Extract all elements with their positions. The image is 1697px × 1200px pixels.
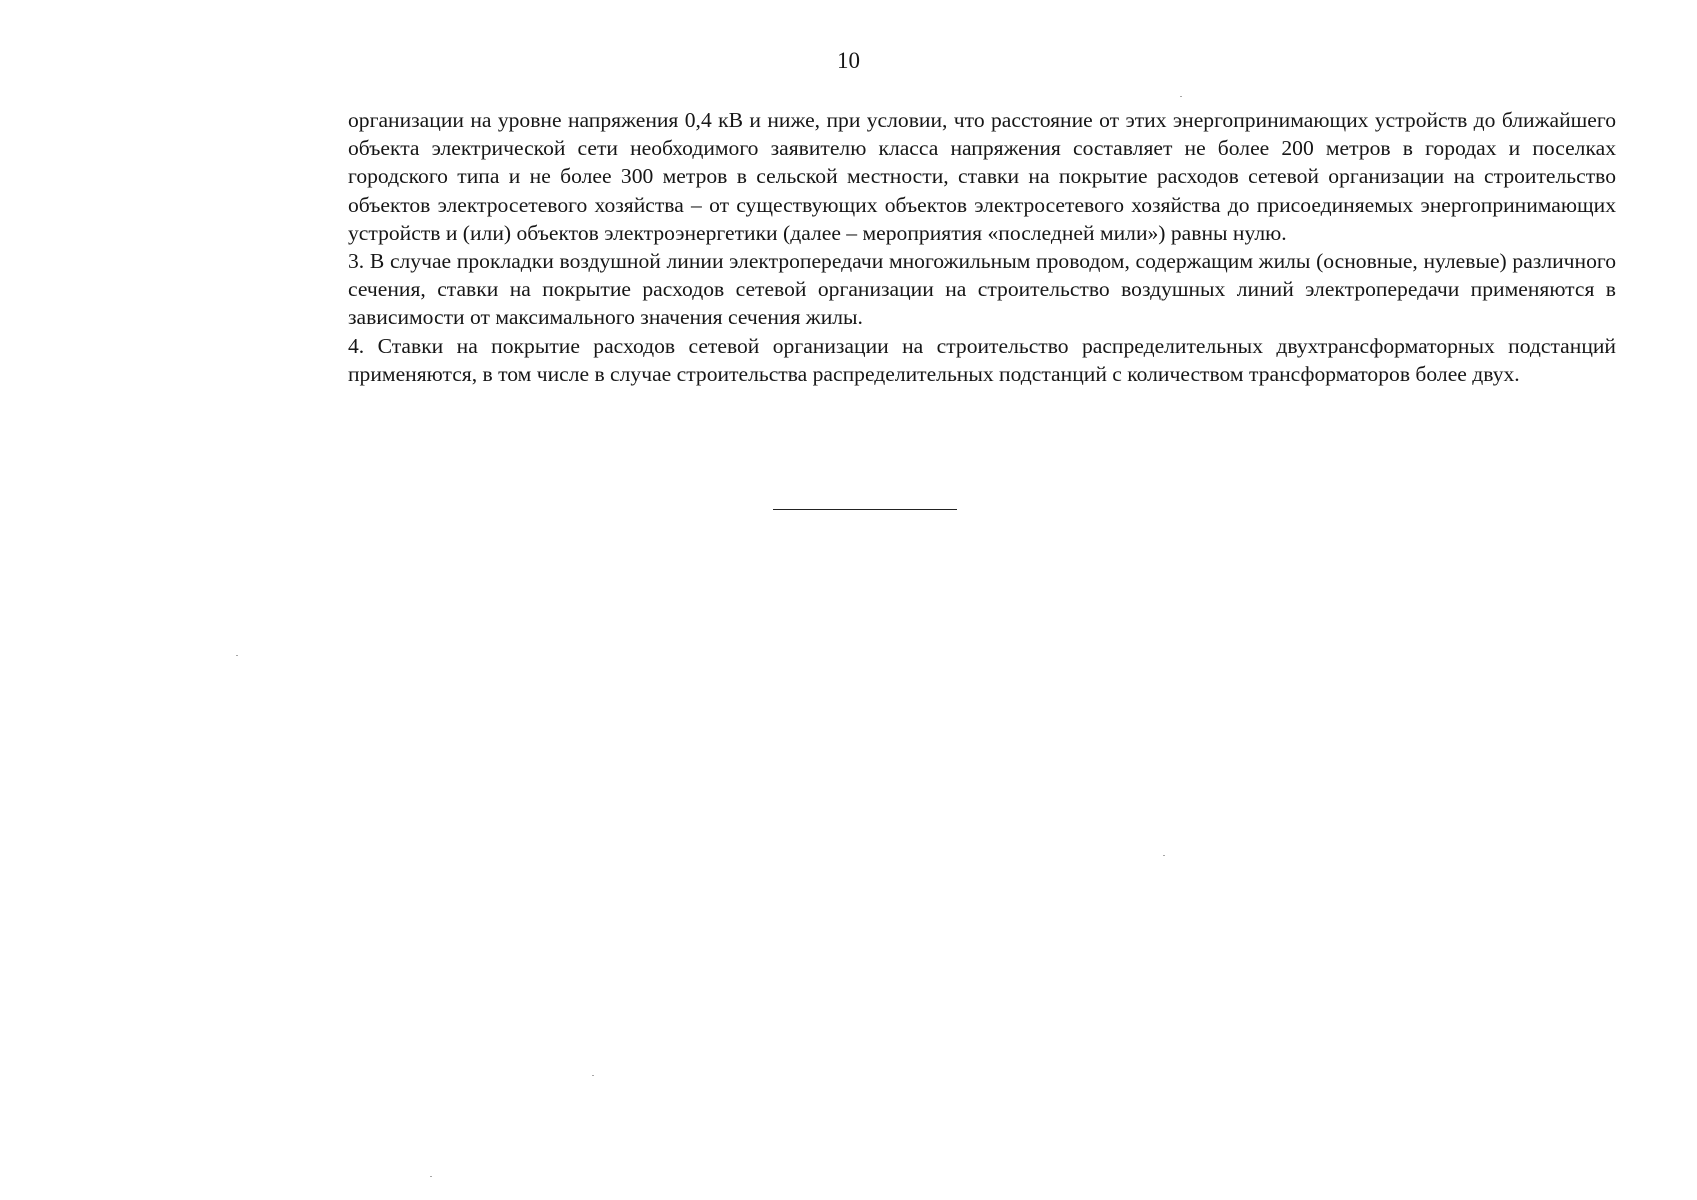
- end-of-document-rule: [773, 509, 957, 510]
- page-number: 10: [837, 48, 860, 73]
- scan-speck: [592, 1075, 594, 1076]
- paragraph-continuation: организации на уровне напряжения 0,4 кВ и ниже, при условии, что расстояние от этих энергопринимающих устройств до ближайшего объекта электрической сети необходимого заявителю класса напряжения составляет не более 200 метров в городах и поселках городского типа и не более 300 метров в сельской местности, ставки на покрытие расходов сетевой организации на строительство объектов электросетевого хозяйства – от существующих объектов электросетевого хозяйства до присоединяемых энергопринимающих устройств и (или) объектов электроэнергетики (далее – мероприятия «последней мили») равны нулю.: [348, 108, 1616, 245]
- paragraph-item-3: 3. В случае прокладки воздушной линии электропередачи многожильным проводом, содержащим жилы (основные, нулевые) различного сечения, ставки на покрытие расходов сетевой организации на строительство воздушных линий электропередачи применяются в зависимости от максимального значения сечения жилы.: [348, 249, 1616, 330]
- scan-speck: [1180, 96, 1182, 97]
- paragraph-item-4: 4. Ставки на покрытие расходов сетевой организации на строительство распределительных двухтрансформаторных подстанций применяются, в том числе в случае строительства распределительных подстанций с количеством трансформаторов более двух.: [348, 333, 1616, 386]
- scan-speck: [430, 1176, 432, 1177]
- body-text: [348, 106, 1616, 388]
- scan-speck: [236, 655, 238, 656]
- scan-speck: [1163, 855, 1165, 856]
